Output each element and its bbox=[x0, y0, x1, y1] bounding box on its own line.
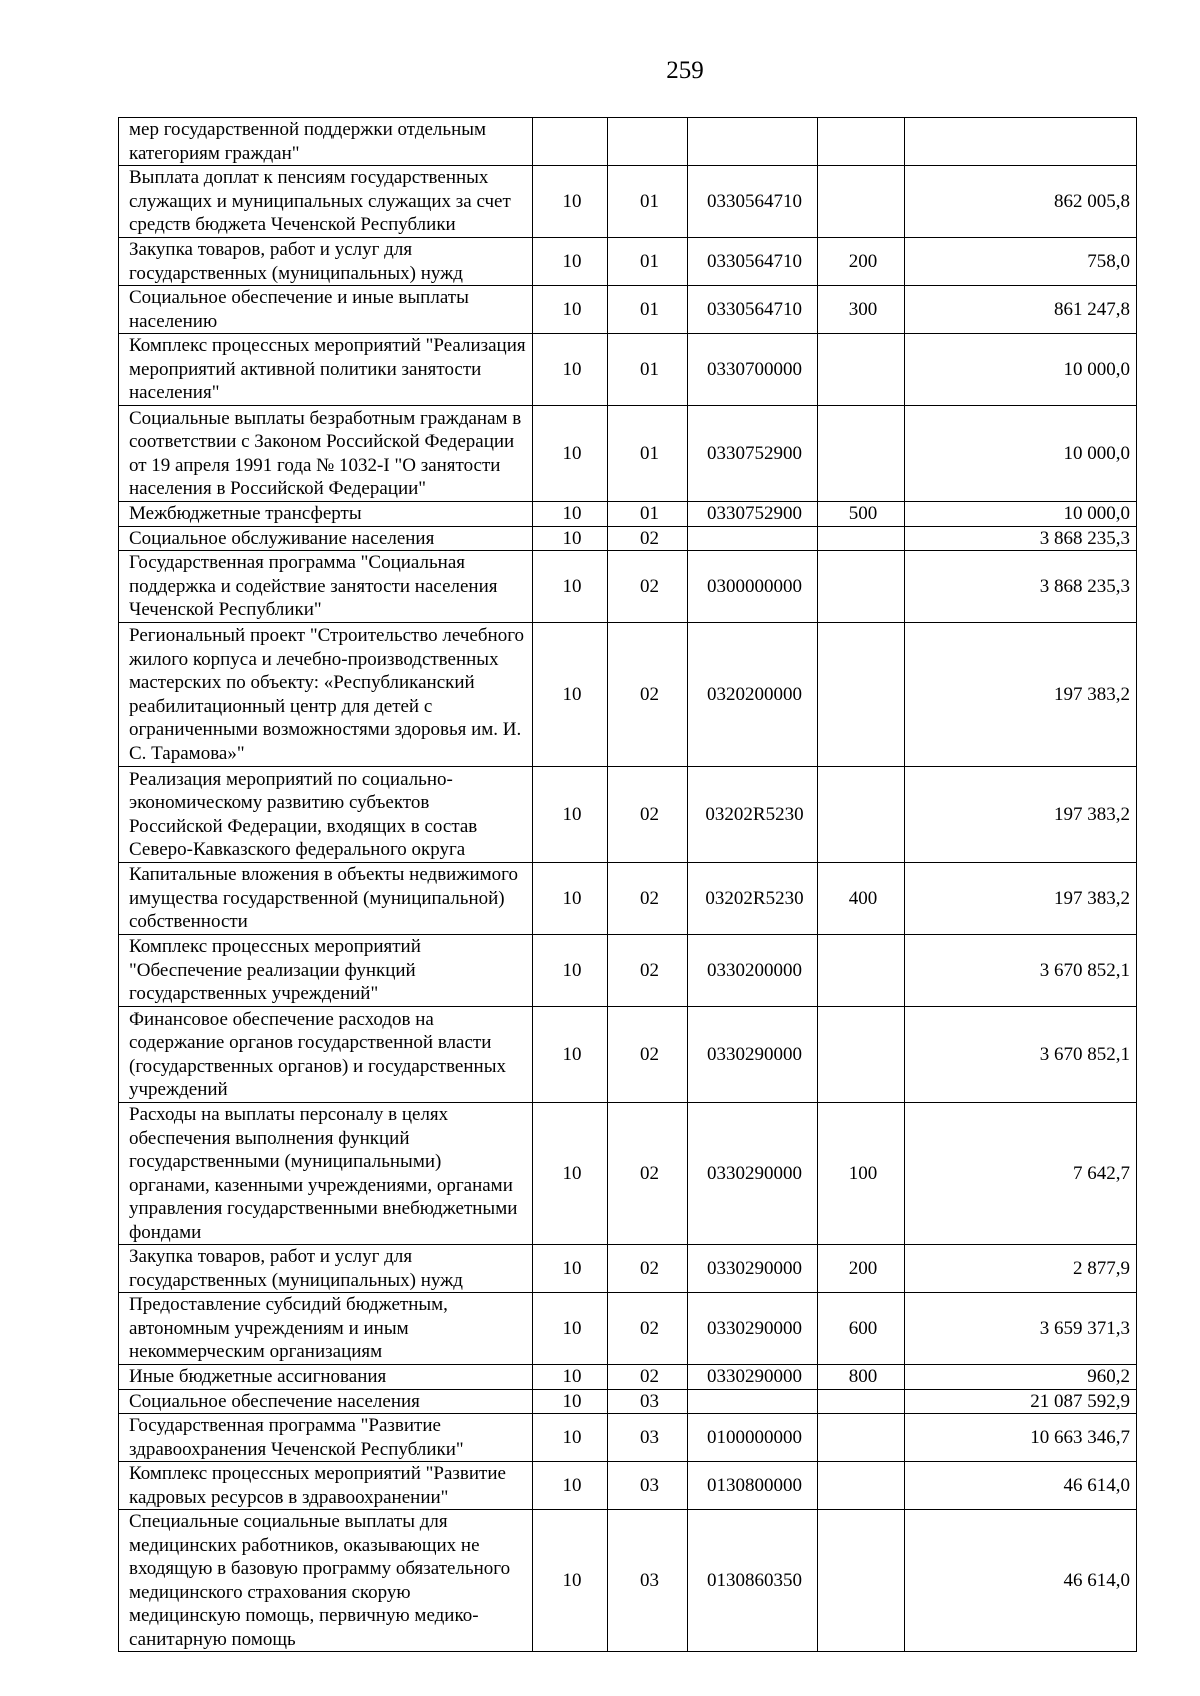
row-name-cell: Закупка товаров, работ и услуг для государственных (муниципальных) нужд bbox=[119, 1245, 533, 1293]
row-expense-type-cell bbox=[818, 1414, 905, 1462]
row-name-cell: Социальное обеспечение населения bbox=[119, 1389, 533, 1414]
table-row bbox=[119, 1462, 1137, 1510]
row-expense-type-cell: 400 bbox=[818, 863, 905, 935]
row-subsection-cell: 03 bbox=[608, 1510, 688, 1652]
row-name-cell: Региональный проект "Строительство лечебного жилого корпуса и лечебно-производственных мастерских по объекту: «Республиканский реабилитационный центр для детей с ограниченными возможностями здоровья им. И. С. Тарамова»" bbox=[119, 623, 533, 767]
row-expense-type-cell bbox=[818, 623, 905, 767]
row-expense-type-cell bbox=[818, 334, 905, 406]
table-row bbox=[119, 406, 1137, 502]
row-section-cell: 10 bbox=[533, 935, 608, 1007]
table-row bbox=[119, 334, 1137, 406]
row-section-cell: 10 bbox=[533, 238, 608, 286]
row-name-cell: Выплата доплат к пенсиям государственных служащих и муниципальных служащих за счет средств бюджета Чеченской Республики bbox=[119, 166, 533, 238]
table-row bbox=[119, 623, 1137, 767]
row-expense-type-cell bbox=[818, 767, 905, 863]
table-row bbox=[119, 1365, 1137, 1390]
row-name-cell: Закупка товаров, работ и услуг для государственных (муниципальных) нужд bbox=[119, 238, 533, 286]
row-subsection-cell: 01 bbox=[608, 166, 688, 238]
row-name-cell: Специальные социальные выплаты для медицинских работников, оказывающих не входящую в базовую программу обязательного медицинского страхования скорую медицинскую помощь, первичную медико-санитарную помощь bbox=[119, 1510, 533, 1652]
row-expense-type-cell: 300 bbox=[818, 286, 905, 334]
row-amount-cell: 10 000,0 bbox=[905, 502, 1137, 527]
row-target-article-cell: 0130860350 bbox=[688, 1510, 818, 1652]
row-subsection-cell: 02 bbox=[608, 623, 688, 767]
budget-table bbox=[118, 117, 1137, 1652]
row-section-cell: 10 bbox=[533, 1365, 608, 1390]
table-row bbox=[119, 1389, 1137, 1414]
row-subsection-cell: 03 bbox=[608, 1414, 688, 1462]
table-row bbox=[119, 551, 1137, 623]
row-amount-cell: 3 670 852,1 bbox=[905, 935, 1137, 1007]
budget-table-body bbox=[119, 118, 1137, 1652]
row-amount-cell: 10 000,0 bbox=[905, 334, 1137, 406]
row-subsection-cell: 02 bbox=[608, 863, 688, 935]
row-amount-cell: 21 087 592,9 bbox=[905, 1389, 1137, 1414]
row-name-cell: Финансовое обеспечение расходов на содержание органов государственной власти (государственных органов) и государственных учреждений bbox=[119, 1007, 533, 1103]
row-target-article-cell: 03202R5230 bbox=[688, 767, 818, 863]
row-subsection-cell: 01 bbox=[608, 502, 688, 527]
row-target-article-cell: 03202R5230 bbox=[688, 863, 818, 935]
row-subsection-cell: 02 bbox=[608, 1007, 688, 1103]
row-section-cell: 10 bbox=[533, 623, 608, 767]
row-section-cell: 10 bbox=[533, 1510, 608, 1652]
row-section-cell: 10 bbox=[533, 502, 608, 527]
row-subsection-cell: 03 bbox=[608, 1462, 688, 1510]
row-amount-cell: 197 383,2 bbox=[905, 623, 1137, 767]
row-expense-type-cell bbox=[818, 166, 905, 238]
row-target-article-cell: 0330200000 bbox=[688, 935, 818, 1007]
row-name-cell: Расходы на выплаты персоналу в целях обеспечения выполнения функций государственными (муниципальными) органами, казенными учреждениями, органами управления государственными внебюджетными фондами bbox=[119, 1103, 533, 1245]
row-subsection-cell: 03 bbox=[608, 1389, 688, 1414]
row-expense-type-cell bbox=[818, 526, 905, 551]
row-amount-cell: 197 383,2 bbox=[905, 767, 1137, 863]
table-row bbox=[119, 526, 1137, 551]
table-row bbox=[119, 767, 1137, 863]
table-row bbox=[119, 1414, 1137, 1462]
row-subsection-cell: 02 bbox=[608, 1245, 688, 1293]
row-name-cell: Иные бюджетные ассигнования bbox=[119, 1365, 533, 1390]
row-section-cell: 10 bbox=[533, 1293, 608, 1365]
row-expense-type-cell: 800 bbox=[818, 1365, 905, 1390]
page-number: 259 bbox=[666, 57, 704, 84]
row-expense-type-cell bbox=[818, 1462, 905, 1510]
row-section-cell: 10 bbox=[533, 406, 608, 502]
row-expense-type-cell bbox=[818, 1007, 905, 1103]
row-name-cell: Реализация мероприятий по социально-экономическому развитию субъектов Российской Федерации, входящих в состав Северо-Кавказского федерального округа bbox=[119, 767, 533, 863]
row-amount-cell: 3 868 235,3 bbox=[905, 551, 1137, 623]
row-name-cell: мер государственной поддержки отдельным категориям граждан" bbox=[119, 118, 533, 166]
row-target-article-cell: 0330564710 bbox=[688, 238, 818, 286]
row-subsection-cell: 01 bbox=[608, 406, 688, 502]
row-section-cell: 10 bbox=[533, 1414, 608, 1462]
row-section-cell: 10 bbox=[533, 551, 608, 623]
table-row bbox=[119, 1245, 1137, 1293]
row-amount-cell: 960,2 bbox=[905, 1365, 1137, 1390]
table-row bbox=[119, 1293, 1137, 1365]
row-subsection-cell: 02 bbox=[608, 1365, 688, 1390]
row-subsection-cell: 02 bbox=[608, 526, 688, 551]
row-amount-cell: 197 383,2 bbox=[905, 863, 1137, 935]
row-expense-type-cell: 100 bbox=[818, 1103, 905, 1245]
row-expense-type-cell bbox=[818, 551, 905, 623]
row-amount-cell: 2 877,9 bbox=[905, 1245, 1137, 1293]
row-name-cell: Социальные выплаты безработным гражданам в соответствии с Законом Российской Федерации от 19 апреля 1991 года № 1032-I "О занятости населения в Российской Федерации" bbox=[119, 406, 533, 502]
row-name-cell: Межбюджетные трансферты bbox=[119, 502, 533, 527]
table-row bbox=[119, 1103, 1137, 1245]
row-section-cell: 10 bbox=[533, 1007, 608, 1103]
row-subsection-cell: 02 bbox=[608, 767, 688, 863]
row-target-article-cell: 0330564710 bbox=[688, 286, 818, 334]
table-row bbox=[119, 286, 1137, 334]
row-amount-cell: 3 670 852,1 bbox=[905, 1007, 1137, 1103]
row-target-article-cell bbox=[688, 118, 818, 166]
row-amount-cell: 10 663 346,7 bbox=[905, 1414, 1137, 1462]
row-subsection-cell: 02 bbox=[608, 551, 688, 623]
row-section-cell: 10 bbox=[533, 1103, 608, 1245]
row-name-cell: Социальное обслуживание населения bbox=[119, 526, 533, 551]
row-target-article-cell: 0300000000 bbox=[688, 551, 818, 623]
row-subsection-cell: 02 bbox=[608, 1103, 688, 1245]
row-amount-cell: 861 247,8 bbox=[905, 286, 1137, 334]
row-amount-cell: 758,0 bbox=[905, 238, 1137, 286]
table-row bbox=[119, 238, 1137, 286]
row-name-cell: Государственная программа "Социальная поддержка и содействие занятости населения Чеченской Республики" bbox=[119, 551, 533, 623]
table-row bbox=[119, 1007, 1137, 1103]
row-section-cell: 10 bbox=[533, 334, 608, 406]
row-expense-type-cell bbox=[818, 935, 905, 1007]
row-target-article-cell: 0330700000 bbox=[688, 334, 818, 406]
row-amount-cell: 7 642,7 bbox=[905, 1103, 1137, 1245]
row-target-article-cell bbox=[688, 526, 818, 551]
row-name-cell: Комплекс процессных мероприятий "Реализация мероприятий активной политики занятости населения" bbox=[119, 334, 533, 406]
table-row bbox=[119, 166, 1137, 238]
row-target-article-cell: 0330290000 bbox=[688, 1365, 818, 1390]
row-subsection-cell: 02 bbox=[608, 935, 688, 1007]
row-amount-cell bbox=[905, 118, 1137, 166]
row-name-cell: Социальное обеспечение и иные выплаты населению bbox=[119, 286, 533, 334]
table-row bbox=[119, 935, 1137, 1007]
row-name-cell: Капитальные вложения в объекты недвижимого имущества государственной (муниципальной) собственности bbox=[119, 863, 533, 935]
row-target-article-cell: 0330290000 bbox=[688, 1293, 818, 1365]
row-subsection-cell: 01 bbox=[608, 334, 688, 406]
row-amount-cell: 46 614,0 bbox=[905, 1462, 1137, 1510]
row-expense-type-cell bbox=[818, 1389, 905, 1414]
row-section-cell: 10 bbox=[533, 526, 608, 551]
table-row bbox=[119, 863, 1137, 935]
row-target-article-cell: 0330752900 bbox=[688, 502, 818, 527]
row-amount-cell: 862 005,8 bbox=[905, 166, 1137, 238]
table-row bbox=[119, 118, 1137, 166]
row-expense-type-cell: 600 bbox=[818, 1293, 905, 1365]
row-target-article-cell: 0330290000 bbox=[688, 1103, 818, 1245]
table-row bbox=[119, 502, 1137, 527]
row-amount-cell: 46 614,0 bbox=[905, 1510, 1137, 1652]
row-name-cell: Комплекс процессных мероприятий "Обеспечение реализации функций государственных учреждений" bbox=[119, 935, 533, 1007]
row-target-article-cell: 0330290000 bbox=[688, 1007, 818, 1103]
row-expense-type-cell: 200 bbox=[818, 238, 905, 286]
row-section-cell: 10 bbox=[533, 1462, 608, 1510]
row-section-cell: 10 bbox=[533, 1245, 608, 1293]
row-name-cell: Государственная программа "Развитие здравоохранения Чеченской Республики" bbox=[119, 1414, 533, 1462]
row-target-article-cell: 0130800000 bbox=[688, 1462, 818, 1510]
row-amount-cell: 10 000,0 bbox=[905, 406, 1137, 502]
row-amount-cell: 3 659 371,3 bbox=[905, 1293, 1137, 1365]
row-target-article-cell bbox=[688, 1389, 818, 1414]
row-target-article-cell: 0330564710 bbox=[688, 166, 818, 238]
row-section-cell: 10 bbox=[533, 286, 608, 334]
row-subsection-cell: 01 bbox=[608, 286, 688, 334]
row-name-cell: Комплекс процессных мероприятий "Развитие кадровых ресурсов в здравоохранении" bbox=[119, 1462, 533, 1510]
row-name-cell: Предоставление субсидий бюджетным, автономным учреждениям и иным некоммерческим организациям bbox=[119, 1293, 533, 1365]
row-expense-type-cell bbox=[818, 118, 905, 166]
row-expense-type-cell: 500 bbox=[818, 502, 905, 527]
row-subsection-cell: 01 bbox=[608, 238, 688, 286]
row-subsection-cell bbox=[608, 118, 688, 166]
row-section-cell: 10 bbox=[533, 1389, 608, 1414]
row-target-article-cell: 0330290000 bbox=[688, 1245, 818, 1293]
row-expense-type-cell: 200 bbox=[818, 1245, 905, 1293]
row-section-cell bbox=[533, 118, 608, 166]
row-section-cell: 10 bbox=[533, 767, 608, 863]
row-target-article-cell: 0100000000 bbox=[688, 1414, 818, 1462]
row-expense-type-cell bbox=[818, 1510, 905, 1652]
row-section-cell: 10 bbox=[533, 863, 608, 935]
row-target-article-cell: 0320200000 bbox=[688, 623, 818, 767]
row-target-article-cell: 0330752900 bbox=[688, 406, 818, 502]
row-expense-type-cell bbox=[818, 406, 905, 502]
row-section-cell: 10 bbox=[533, 166, 608, 238]
row-subsection-cell: 02 bbox=[608, 1293, 688, 1365]
table-row bbox=[119, 1510, 1137, 1652]
row-amount-cell: 3 868 235,3 bbox=[905, 526, 1137, 551]
